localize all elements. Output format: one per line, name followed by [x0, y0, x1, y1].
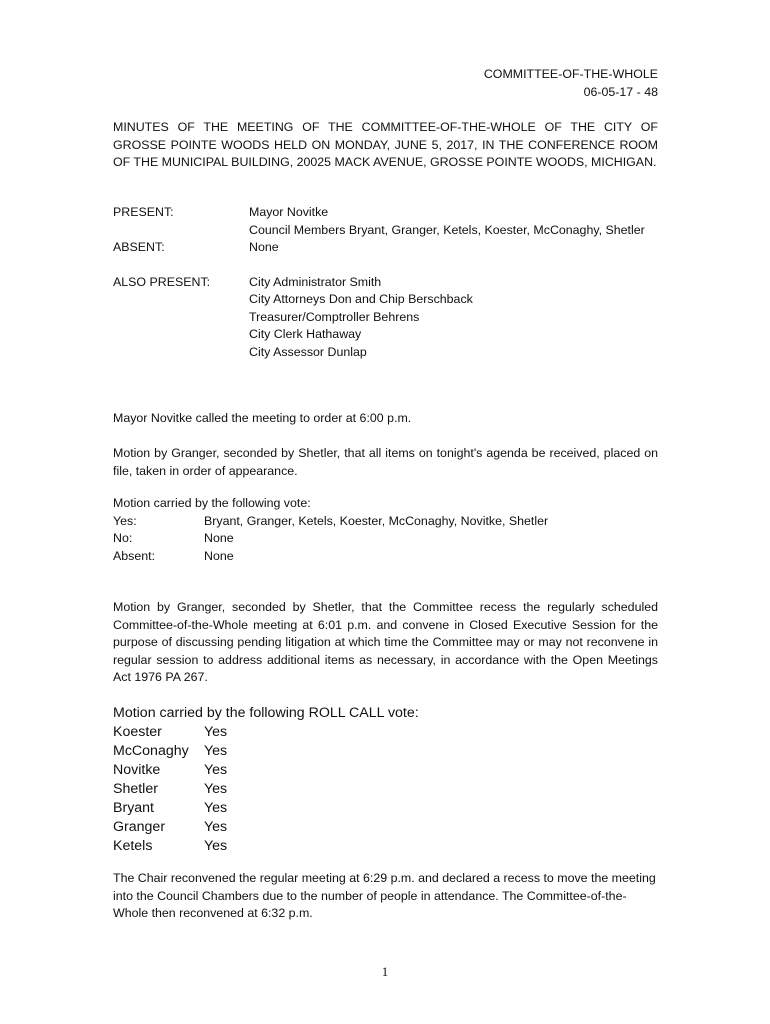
header-committee: COMMITTEE-OF-THE-WHOLE: [483, 67, 658, 81]
yes-value: Bryant, Granger, Ketels, Koester, McConaghy, Novitke, Shetler: [204, 513, 549, 528]
absent-value: None: [249, 240, 279, 254]
absent-vote-value: None: [204, 548, 234, 563]
roll-call-name: McConaghy: [113, 743, 189, 759]
also-present-item: City Attorneys Don and Chip Berschback: [249, 292, 473, 306]
motion1-absent-row: [113, 548, 658, 566]
absent-label: ABSENT:: [113, 240, 165, 254]
roll-call-vote: Yes: [204, 724, 228, 740]
no-label: No:: [113, 531, 133, 545]
also-present-item: City Clerk Hathaway: [249, 327, 362, 341]
roll-call-row: [113, 818, 658, 837]
call-to-order: Mayor Novitke called the meeting to order at 6:00 p.m.: [113, 411, 412, 425]
absent-row: [113, 239, 658, 257]
roll-call-vote: Yes: [204, 838, 228, 854]
present-council: Council Members Bryant, Granger, Ketels, Koester, McConaghy, Shetler: [249, 222, 645, 237]
also-present-item: City Assessor Dunlap: [249, 344, 367, 359]
motion1-vote: [113, 495, 658, 565]
reconvene-text: The Chair reconvened the regular meeting at 6:29 p.m. and declared a recess to move the meeting into the Council Chambers due to the number of people in attendance. The Committee-of-the-Whole then reconvened at 6:32 p.m.: [113, 871, 656, 920]
page-number: 1: [381, 964, 389, 979]
no-value: None: [204, 531, 234, 545]
roll-call-vote: Yes: [204, 762, 228, 778]
document-header: [484, 66, 658, 101]
roll-call-intro: Motion carried by the following ROLL CALL vote:: [113, 705, 419, 721]
roll-call-row: [113, 723, 658, 742]
present-label: PRESENT:: [113, 205, 174, 219]
roll-call-row: [113, 761, 658, 780]
motion1-vote-intro: Motion carried by the following vote:: [113, 496, 311, 510]
roll-call-name: Novitke: [113, 762, 161, 778]
present-row: [113, 204, 658, 239]
roll-call-name: Granger: [113, 819, 166, 835]
motion1-text: Motion by Granger, seconded by Shetler, that all items on tonight's agenda be received, placed on file, taken in order of appearance.: [113, 446, 658, 478]
roll-call-name: Shetler: [113, 781, 158, 797]
roll-call-name: Bryant: [113, 800, 155, 816]
roll-call-vote: Yes: [204, 743, 228, 759]
roll-call-name: Koester: [113, 724, 162, 740]
roll-call-row: [113, 742, 658, 761]
also-present-values: [249, 274, 473, 362]
roll-call-row: [113, 780, 658, 799]
motion1-no-row: [113, 530, 658, 548]
motion2-text: Motion by Granger, seconded by Shetler, that the Committee recess the regularly scheduled Committee-of-the-Whole meeting at 6:01 p.m. and convene in Closed Executive Session for the purpose of discussing pending litigation at which time the Committee may or may not reconvene in regular session to address additional items as necessary, in accordance with the Open Meetings Act 1976 PA 267.: [113, 600, 658, 684]
motion1-yes-row: [113, 513, 658, 531]
header-page-ref: 06-05-17 - 48: [583, 84, 658, 99]
also-present-row: [113, 274, 658, 362]
roll-call-vote: Yes: [204, 800, 228, 816]
present-mayor: Mayor Novitke: [249, 205, 329, 219]
roll-call-vote: Yes: [204, 781, 228, 797]
present-values: [249, 204, 658, 239]
absent-vote-label: Absent:: [113, 548, 156, 563]
minutes-title: MINUTES OF THE MEETING OF THE COMMITTEE-OF-THE-WHOLE OF THE CITY OF GROSSE POINTE WOODS HELD ON MONDAY, JUNE 5, 2017, IN THE CONFERENCE ROOM OF THE MUNICIPAL BUILDING, 20025 MACK AVENUE, GROSSE POINTE WOODS, MICHIGAN.: [113, 120, 658, 169]
roll-call-name: Ketels: [113, 838, 153, 854]
roll-call-row: [113, 799, 658, 818]
also-present-item: Treasurer/Comptroller Behrens: [249, 309, 420, 324]
yes-label: Yes:: [113, 513, 137, 528]
roll-call-vote: Yes: [204, 819, 228, 835]
also-present-item: City Administrator Smith: [249, 274, 382, 289]
attendance-section: [113, 204, 658, 361]
roll-call-row: [113, 837, 658, 856]
roll-call-section: [113, 704, 658, 856]
also-present-label: ALSO PRESENT:: [113, 274, 211, 289]
